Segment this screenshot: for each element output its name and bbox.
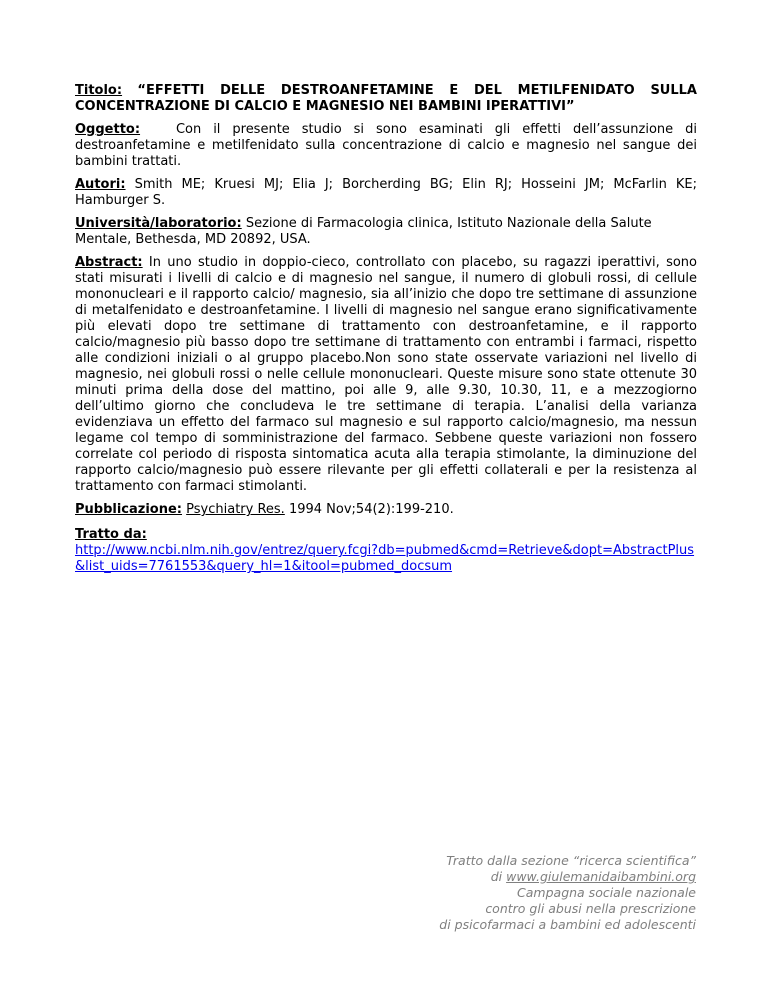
pubblicazione-label: Pubblicazione:	[75, 502, 183, 517]
titolo-paragraph	[75, 83, 697, 115]
autori-label: Autori:	[75, 177, 126, 192]
universita-paragraph	[75, 216, 697, 248]
footer-line-4: contro gli abusi nella prescrizione	[485, 901, 696, 916]
footer-line-2-prefix: di	[490, 869, 507, 884]
source-url-link[interactable]: http://www.ncbi.nlm.nih.gov/entrez/query.fcgi?db=pubmed&cmd=Retrieve&dopt=AbstractPlus&list_uids=7761553&query_hl=1&itool=pubmed_docsum	[75, 543, 695, 574]
universita-text: Sezione di Farmacologia clinica, Istituto Nazionale della Salute Mentale, Bethesda, MD 20892, USA.	[75, 216, 652, 247]
document-body	[75, 83, 697, 575]
abstract-label: Abstract:	[75, 255, 143, 270]
autori-paragraph	[75, 177, 697, 209]
autori-text: Smith ME; Kruesi MJ; Elia J; Borcherding BG; Elin RJ; Hosseini JM; McFarlin KE; Hamburger S.	[75, 177, 697, 208]
footer-credits	[356, 853, 696, 933]
titolo-label: Titolo:	[75, 83, 123, 98]
universita-label: Università/laboratorio:	[75, 216, 242, 231]
tratto-da-section	[75, 527, 697, 575]
footer-line-2	[356, 869, 696, 885]
oggetto-text: Con il presente studio si sono esaminati gli effetti dell’assunzione di destroanfetamine e metilfenidato sulla concentrazione di calcio e magnesio nel sangue dei bambini trattati.	[75, 122, 697, 169]
pubblicazione-paragraph	[75, 502, 697, 518]
oggetto-label: Oggetto:	[75, 122, 141, 137]
oggetto-paragraph	[75, 122, 697, 170]
journal-link[interactable]: Psychiatry Res.	[186, 502, 285, 517]
tratto-da-label: Tratto da:	[75, 527, 147, 542]
footer-line-5: di psicofarmaci a bambini ed adolescenti	[439, 917, 696, 932]
study-title: “EFFETTI DELLE DESTROANFETAMINE E DEL METILFENIDATO SULLA CONCENTRAZIONE DI CALCIO E MAGNESIO NEI BAMBINI IPERATTIVI”	[75, 83, 697, 114]
footer-line-1: Tratto dalla sezione “ricerca scientifica”	[446, 853, 696, 868]
abstract-text: In uno studio in doppio-cieco, controllato con placebo, su ragazzi iperattivi, sono stati misurati i livelli di calcio e di magnesio nel sangue, il numero di globuli rossi, di cellule mononucleari e il rapporto calcio/ magnesio, sia all’inizio che dopo tre settimane di assunzione di metalfenidato e destroanfetamine. I livelli di magnesio nel sangue erano significativamente più elevati dopo tre settimane di trattamento con destroanfetamine, e il rapporto calcio/magnesio più basso dopo tre settimane di trattamento con entrambi i farmaci, rispetto alle condizioni iniziali o al gruppo placebo.Non sono state osservate variazioni nel livello di magnesio, nei globuli rossi o nelle cellule mononucleari. Queste misure sono state ottenute 30 minuti prima della dose del mattino, poi alle 9, alle 9.30, 10.30, 11, e a mezzogiorno dell’ultimo giorno che concludeva le tre settimane di terapia. L’analisi della varianza evidenziava un effetto del farmaco sul magnesio e sul rapporto calcio/magnesio, ma nessun legame col tempo di somministrazione del farmaco. Sebbene queste variazioni non fossero correlate col periodo di risposta sintomatica acuta alla terapia stimolante, la diminuzione del rapporto calcio/magnesio può essere rilevante per gli effetti collaterali e per la resistenza al trattamento con farmaci stimolanti.	[75, 255, 698, 494]
pubblicazione-details: 1994 Nov;54(2):199-210.	[288, 502, 454, 517]
footer-website-link[interactable]: www.giulemanidaibambini.org	[506, 869, 696, 884]
footer-line-3: Campagna sociale nazionale	[517, 885, 696, 900]
abstract-paragraph	[75, 255, 697, 495]
